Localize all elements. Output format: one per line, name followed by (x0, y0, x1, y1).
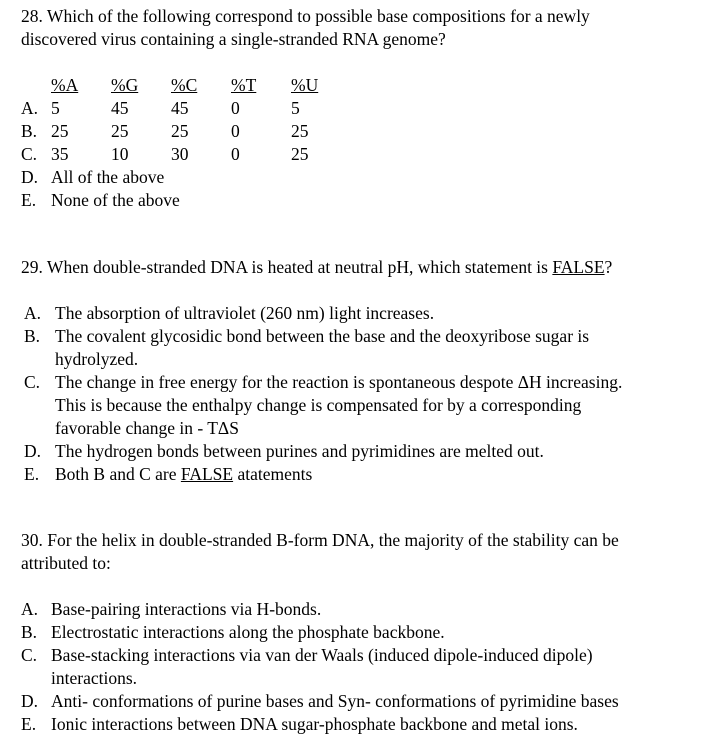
q28-cell: 0 (231, 144, 240, 164)
q28-row-letter: C. (21, 144, 38, 164)
q28-header-t: %T (231, 75, 257, 95)
q29-option-a-text: The absorption of ultraviolet (260 nm) light increases. (55, 303, 435, 323)
q30-stem-line2: attributed to: (21, 553, 111, 573)
q28-cell: 25 (51, 121, 69, 141)
q29-option-c-line1: The change in free energy for the reaction is spontaneous despote ΔH increasing. (55, 372, 623, 392)
q29-option-c-letter: C. (24, 372, 41, 392)
q29-option-e-suffix: atatements (233, 464, 313, 484)
q28-header-g: %G (111, 75, 139, 95)
q28-cell: 10 (111, 144, 129, 164)
q28-header-a: %A (51, 75, 79, 95)
q29-option-d-text: The hydrogen bonds between purines and pyrimidines are melted out. (55, 441, 544, 461)
q30-option-e-letter: E. (21, 714, 37, 734)
q28-option-d-text: All of the above (51, 167, 165, 187)
q28-cell: 5 (291, 98, 300, 118)
q30-option-e-text: Ionic interactions between DNA sugar-phosphate backbone and metal ions. (51, 714, 578, 734)
q29-option-c-line2: This is because the enthalpy change is compensated for by a corresponding (55, 395, 582, 415)
q30-option-a-letter: A. (21, 599, 39, 619)
q28-row-letter: A. (21, 98, 39, 118)
q28-header-c: %C (171, 75, 198, 95)
q28-cell: 25 (291, 144, 309, 164)
q29-option-b-line1: The covalent glycosidic bond between the base and the deoxyribose sugar is (55, 326, 590, 346)
q28-cell: 0 (231, 121, 240, 141)
q30-option-b-text: Electrostatic interactions along the phosphate backbone. (51, 622, 445, 642)
q28-stem-line1: 28. Which of the following correspond to possible base compositions for a newly (21, 6, 590, 26)
q29-stem-prefix: 29. When double-stranded DNA is heated at neutral pH, which statement is (21, 257, 553, 277)
q28-option-d-letter: D. (21, 167, 39, 187)
q28-option-e-text: None of the above (51, 190, 180, 210)
q28-header-u: %U (291, 75, 319, 95)
q29-option-d-letter: D. (24, 441, 42, 461)
q29-option-e-text (55, 463, 312, 486)
q28-cell: 25 (291, 121, 309, 141)
q30-option-d-text: Anti- conformations of purine bases and Syn- conformations of pyrimidine bases (51, 691, 619, 711)
q28-row-letter: B. (21, 121, 38, 141)
q29-option-b-line2: hydrolyzed. (55, 349, 139, 369)
q30-option-c-line2: interactions. (51, 668, 138, 688)
q30-stem-line1: 30. For the helix in double-stranded B-form DNA, the majority of the stability can be (21, 530, 619, 550)
q30-option-d-letter: D. (21, 691, 39, 711)
q29-stem-false: FALSE (552, 257, 605, 277)
q30-option-c-line1: Base-stacking interactions via van der Waals (induced dipole-induced dipole) (51, 645, 593, 665)
q28-stem-line2: discovered virus containing a single-stranded RNA genome? (21, 29, 446, 49)
q29-option-a-letter: A. (24, 303, 42, 323)
q28-cell: 5 (51, 98, 60, 118)
q28-cell: 45 (111, 98, 129, 118)
q28-cell: 30 (171, 144, 189, 164)
q28-option-e-letter: E. (21, 190, 37, 210)
q28-cell: 35 (51, 144, 69, 164)
q29-stem (21, 256, 612, 279)
q29-option-e-prefix: Both B and C are (55, 464, 181, 484)
q30-option-a-text: Base-pairing interactions via H-bonds. (51, 599, 322, 619)
q30-option-c-letter: C. (21, 645, 38, 665)
q28-cell: 25 (171, 121, 189, 141)
q30-option-b-letter: B. (21, 622, 38, 642)
q29-option-e-letter: E. (24, 464, 40, 484)
q29-option-c-line3: favorable change in - TΔS (55, 418, 239, 438)
q28-cell: 45 (171, 98, 189, 118)
q29-stem-suffix: ? (604, 257, 613, 277)
q29-option-b-letter: B. (24, 326, 41, 346)
q28-cell: 0 (231, 98, 240, 118)
q28-cell: 25 (111, 121, 129, 141)
q29-option-e-false: FALSE (180, 464, 234, 484)
